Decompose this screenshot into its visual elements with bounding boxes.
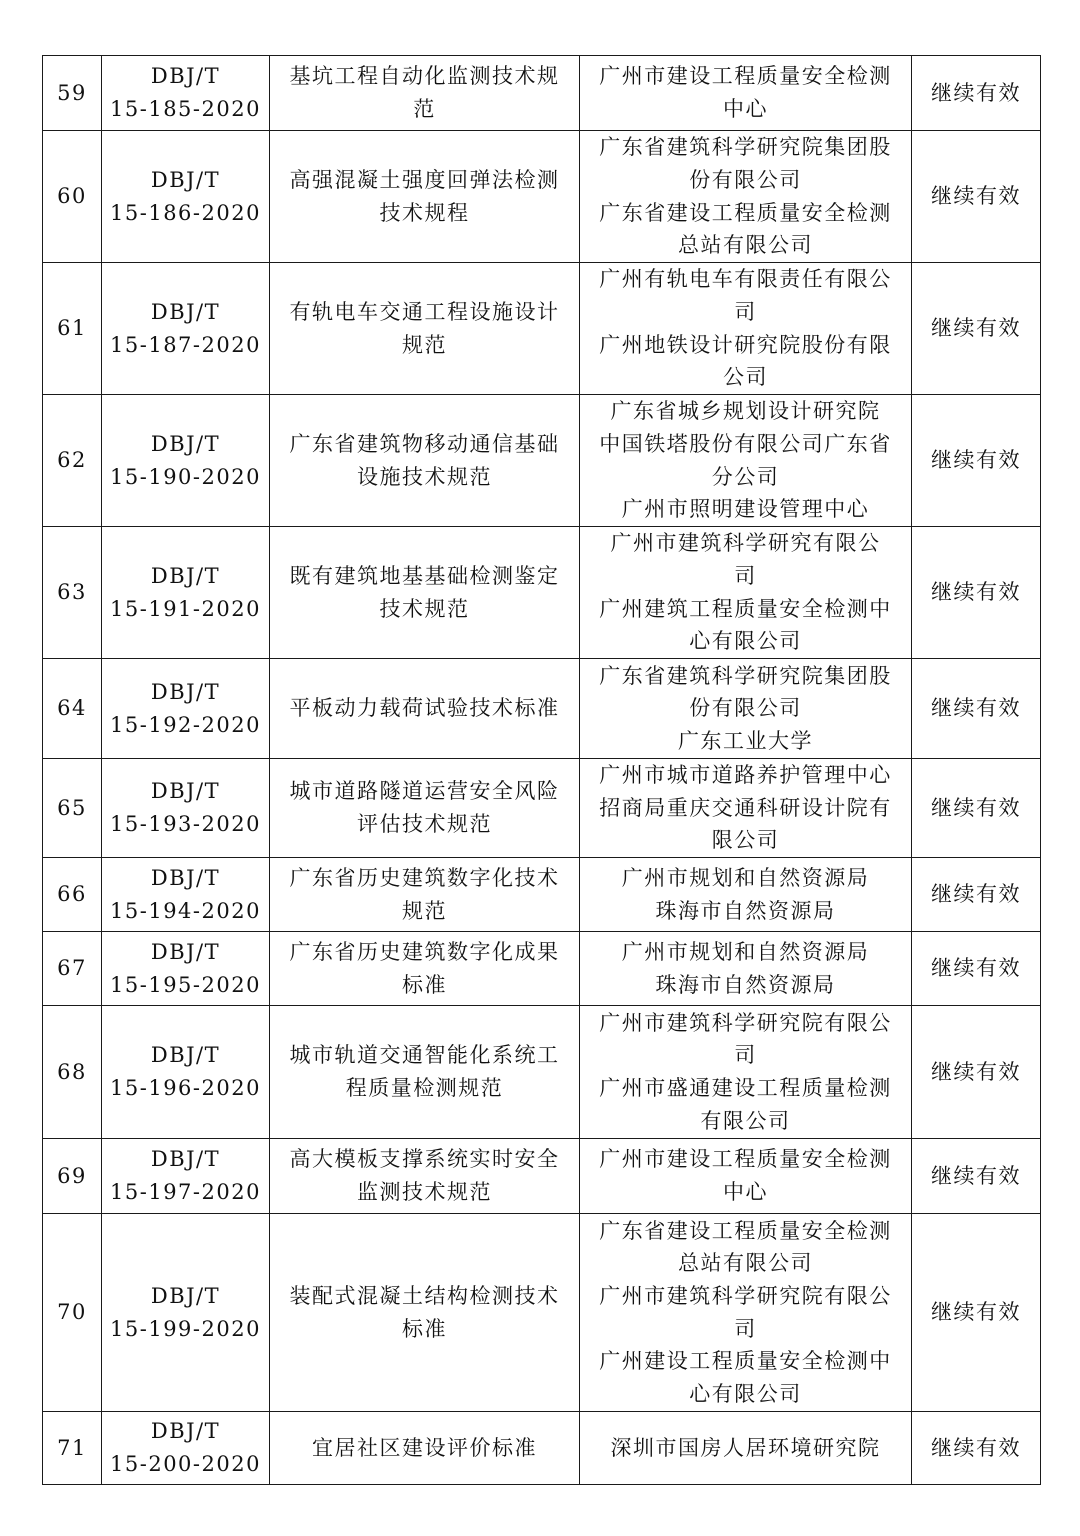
row-number: 62 [57,448,87,473]
organization-line: 广州市建筑科学研究院有限公 [599,1010,892,1035]
standard-code-cell [102,1006,270,1139]
row-number: 69 [57,1163,87,1188]
organization-line: 分公司 [711,464,780,489]
row-number-cell [43,1139,102,1214]
status-cell [912,1214,1041,1412]
row-number-cell [43,527,102,659]
organization-line: 份有限公司 [689,696,802,721]
organization-line: 广东省建筑科学研究院集团股 [599,663,892,688]
row-number: 60 [57,184,87,209]
organization-line: 司 [734,299,757,324]
standard-name-line: 广东省历史建筑数字化技术 [289,865,560,890]
row-number-cell [43,1412,102,1485]
standard-name-line: 广东省建筑物移动通信基础 [289,431,560,456]
drafting-organization-cell [580,1006,912,1139]
row-number: 64 [57,696,87,721]
row-number: 61 [57,316,87,341]
row-number-cell [43,263,102,395]
standard-name-line: 设施技术规范 [357,464,492,489]
standard-name-cell [270,1006,580,1139]
organization-line: 广州市建设工程质量安全检测 [599,1147,892,1172]
organization-line: 司 [734,1043,757,1068]
table-row [43,1139,1041,1214]
drafting-organization-cell [580,1139,912,1214]
status-text: 继续有效 [931,1163,1021,1188]
standard-code-prefix: DBJ/T [150,64,221,89]
row-number: 59 [57,80,87,105]
organization-line: 广州市建设工程质量安全检测 [599,64,892,89]
standard-name-line: 基坑工程自动化监测技术规 [289,64,560,89]
standard-code-number: 15-200-2020 [110,1452,261,1476]
status-cell [912,759,1041,858]
row-number: 71 [57,1435,87,1460]
standard-name-line: 评估技术规范 [357,812,492,836]
row-number: 68 [57,1059,87,1084]
standard-name-line: 高大模板支撑系统实时安全 [289,1147,560,1172]
standard-name-line: 技术规范 [379,596,470,621]
row-number-cell [43,932,102,1006]
standard-code-number: 15-186-2020 [110,200,261,225]
standard-code-prefix: DBJ/T [150,779,221,804]
standard-code-prefix: DBJ/T [150,299,221,324]
row-number-cell [43,858,102,932]
standard-name-line: 城市道路隧道运营安全风险 [289,779,560,804]
organization-line: 珠海市自然资源局 [655,898,836,923]
standard-code-number: 15-192-2020 [110,712,261,737]
standard-code-number: 15-193-2020 [110,812,261,836]
standard-name-line: 标准 [402,1316,447,1341]
status-text: 继续有效 [931,1435,1021,1460]
table-row [43,1006,1041,1139]
status-cell [912,1006,1041,1139]
standard-name-cell [270,263,580,395]
standard-name-line: 范 [413,97,436,121]
standard-name-cell [270,932,580,1006]
organization-line: 广州市建筑科学研究有限公 [610,531,881,556]
status-cell [912,263,1041,395]
status-text: 继续有效 [931,1059,1021,1084]
table-row [43,1412,1041,1485]
standard-code-cell [102,858,270,932]
standards-table-body [43,56,1041,1485]
standard-code-number: 15-195-2020 [110,972,261,997]
status-text: 继续有效 [931,882,1021,907]
organization-line: 心有限公司 [689,1381,802,1406]
standard-name-line: 平板动力载荷试验技术标准 [289,696,560,721]
standard-code-number: 15-199-2020 [110,1316,261,1341]
organization-line: 有限公司 [700,1108,791,1133]
standard-code-cell [102,131,270,263]
status-text: 继续有效 [931,80,1021,105]
standard-code-number: 15-191-2020 [110,596,261,621]
status-text: 继续有效 [931,316,1021,341]
standard-name-line: 广东省历史建筑数字化成果 [289,939,560,964]
standard-code-prefix: DBJ/T [150,1419,221,1444]
table-row [43,759,1041,858]
status-cell [912,395,1041,527]
standard-name-cell [270,527,580,659]
row-number: 70 [57,1300,87,1325]
organization-line: 中心 [723,97,768,121]
table-row [43,56,1041,131]
organization-line: 份有限公司 [689,167,802,192]
organization-line: 广州市城市道路养护管理中心 [599,763,892,788]
organization-line: 招商局重庆交通科研设计院有 [599,795,892,820]
standard-code-prefix: DBJ/T [150,939,221,964]
organization-line: 广州市建筑科学研究院有限公 [599,1283,892,1308]
drafting-organization-cell [580,1214,912,1412]
standard-name-line: 高强混凝土强度回弹法检测 [289,167,560,192]
standard-name-line: 城市轨道交通智能化系统工 [289,1043,560,1068]
standard-code-prefix: DBJ/T [150,1043,221,1068]
standard-name-line: 技术规程 [379,200,470,225]
organization-line: 司 [734,563,757,588]
drafting-organization-cell [580,131,912,263]
organization-line: 广东省建设工程质量安全检测 [599,200,892,225]
status-cell [912,131,1041,263]
drafting-organization-cell [580,858,912,932]
standard-code-prefix: DBJ/T [150,865,221,890]
standard-name-cell [270,659,580,759]
organization-line: 心有限公司 [689,629,802,654]
row-number: 66 [57,882,87,907]
table-row [43,527,1041,659]
status-text: 继续有效 [931,795,1021,820]
standard-code-cell [102,395,270,527]
standard-code-prefix: DBJ/T [150,167,221,192]
standard-code-cell [102,932,270,1006]
standard-code-cell [102,527,270,659]
organization-line: 广州市规划和自然资源局 [621,865,870,890]
organization-line: 广州建设工程质量安全检测中 [599,1349,892,1374]
row-number-cell [43,56,102,131]
status-cell [912,659,1041,759]
standard-code-cell [102,759,270,858]
row-number: 65 [57,795,87,820]
standard-code-number: 15-194-2020 [110,898,261,923]
drafting-organization-cell [580,395,912,527]
standard-code-cell [102,1139,270,1214]
standard-name-cell [270,1214,580,1412]
standard-name-cell [270,858,580,932]
status-cell [912,527,1041,659]
standard-code-cell [102,56,270,131]
standard-name-cell [270,56,580,131]
drafting-organization-cell [580,659,912,759]
status-text: 继续有效 [931,580,1021,605]
table-row [43,1214,1041,1412]
organization-line: 广州有轨电车有限责任有限公 [599,267,892,292]
table-row [43,932,1041,1006]
row-number-cell [43,1006,102,1139]
row-number-cell [43,1214,102,1412]
standard-code-prefix: DBJ/T [150,1283,221,1308]
standard-code-prefix: DBJ/T [150,563,221,588]
organization-line: 限公司 [711,828,780,853]
status-cell [912,932,1041,1006]
organization-line: 公司 [723,365,768,390]
row-number-cell [43,131,102,263]
standard-code-number: 15-190-2020 [110,464,261,489]
drafting-organization-cell [580,56,912,131]
organization-line: 广州市盛通建设工程质量检测 [599,1076,892,1100]
standard-code-prefix: DBJ/T [150,431,221,456]
row-number-cell [43,395,102,527]
standard-name-line: 宜居社区建设评价标准 [312,1435,537,1460]
standard-code-cell [102,1214,270,1412]
row-number: 67 [57,956,87,981]
organization-line: 广东省建筑科学研究院集团股 [599,135,892,160]
standard-code-number: 15-187-2020 [110,332,261,357]
organization-line: 总站有限公司 [678,233,813,258]
standard-name-line: 规范 [402,332,447,357]
status-cell [912,858,1041,932]
organization-line: 珠海市自然资源局 [655,972,836,997]
status-cell [912,1139,1041,1214]
organization-line: 广东工业大学 [678,728,813,753]
organization-line: 广州建筑工程质量安全检测中 [599,596,892,621]
standard-name-line: 监测技术规范 [357,1180,492,1204]
status-cell [912,56,1041,131]
organization-line: 中心 [723,1180,768,1204]
status-cell [912,1412,1041,1485]
status-text: 继续有效 [931,448,1021,473]
organization-line: 中国铁塔股份有限公司广东省 [599,431,892,456]
standard-code-cell [102,263,270,395]
row-number-cell [43,659,102,759]
table-row [43,263,1041,395]
status-text: 继续有效 [931,956,1021,981]
row-number: 63 [57,580,87,605]
table-row [43,659,1041,759]
standard-code-number: 15-196-2020 [110,1076,261,1100]
organization-line: 广州市照明建设管理中心 [621,497,870,522]
status-text: 继续有效 [931,1300,1021,1325]
status-text: 继续有效 [931,696,1021,721]
standard-name-cell [270,395,580,527]
standard-code-number: 15-185-2020 [110,97,261,121]
organization-line: 广州地铁设计研究院股份有限 [599,332,892,357]
organization-line: 司 [734,1316,757,1341]
standard-name-line: 程质量检测规范 [345,1076,504,1100]
standard-name-line: 规范 [402,898,447,923]
organization-line: 广东省建设工程质量安全检测 [599,1218,892,1243]
standards-table [42,55,1041,1485]
drafting-organization-cell [580,759,912,858]
table-row [43,395,1041,527]
standard-name-cell [270,1139,580,1214]
standard-name-line: 有轨电车交通工程设施设计 [289,299,560,324]
standard-code-prefix: DBJ/T [150,679,221,704]
organization-line: 总站有限公司 [678,1251,813,1276]
standard-code-prefix: DBJ/T [150,1147,221,1172]
standard-name-cell [270,759,580,858]
organization-line: 广州市规划和自然资源局 [621,939,870,964]
drafting-organization-cell [580,263,912,395]
table-row [43,131,1041,263]
organization-line: 深圳市国房人居环境研究院 [610,1435,881,1460]
table-row [43,858,1041,932]
status-text: 继续有效 [931,184,1021,209]
drafting-organization-cell [580,932,912,1006]
standard-code-cell [102,1412,270,1485]
standard-name-cell [270,1412,580,1485]
row-number-cell [43,759,102,858]
standard-name-cell [270,131,580,263]
organization-line: 广东省城乡规划设计研究院 [610,399,881,424]
standard-code-cell [102,659,270,759]
standard-name-line: 既有建筑地基基础检测鉴定 [289,563,560,588]
standard-name-line: 装配式混凝土结构检测技术 [289,1283,560,1308]
standard-name-line: 标准 [402,972,447,997]
standard-code-number: 15-197-2020 [110,1180,261,1204]
drafting-organization-cell [580,1412,912,1485]
drafting-organization-cell [580,527,912,659]
